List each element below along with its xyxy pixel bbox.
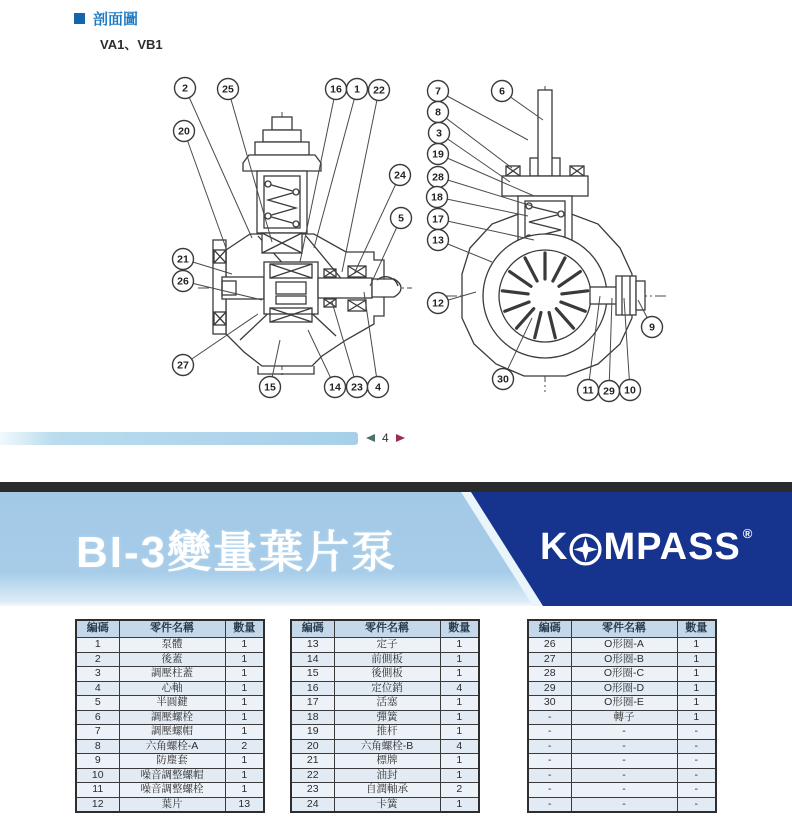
table-row xyxy=(291,783,479,798)
table-row xyxy=(76,710,264,725)
table-cell: 自潤軸承 xyxy=(334,783,440,798)
table-row xyxy=(528,696,716,711)
table-header-row xyxy=(76,620,264,638)
brand-text-mpass: MPASS xyxy=(603,526,741,568)
page-number: 4 xyxy=(382,431,389,445)
table-cell: 1 xyxy=(225,681,264,696)
table-cell: 活塞 xyxy=(334,696,440,711)
table-cell: 調壓螺帽 xyxy=(119,725,225,740)
table-cell: O形圈-C xyxy=(571,667,677,682)
cross-section-diagram xyxy=(0,55,792,430)
compass-o-icon xyxy=(569,533,602,566)
callout-number: 7 xyxy=(435,85,441,98)
column-header: 數量 xyxy=(225,620,264,638)
table-row xyxy=(76,681,264,696)
callout-number: 3 xyxy=(436,127,442,140)
callout-leader-line xyxy=(342,90,379,272)
table-cell: - xyxy=(528,768,571,783)
callout-number: 1 xyxy=(354,83,360,96)
table-row xyxy=(528,797,716,812)
table-cell: 1 xyxy=(76,638,119,653)
table-cell: - xyxy=(571,739,677,754)
table-row xyxy=(528,754,716,769)
table-row xyxy=(76,667,264,682)
callout-number: 26 xyxy=(177,275,189,288)
table-row xyxy=(528,710,716,725)
brand-text-k: K xyxy=(540,526,569,568)
table-row xyxy=(528,783,716,798)
table-cell: 1 xyxy=(440,638,479,653)
table-cell: 27 xyxy=(528,652,571,667)
table-cell: 定位銷 xyxy=(334,681,440,696)
callout-number: 29 xyxy=(603,385,615,398)
table-cell: O形圈-E xyxy=(571,696,677,711)
table-cell: 1 xyxy=(440,725,479,740)
table-cell: - xyxy=(571,797,677,812)
table-row xyxy=(291,754,479,769)
table-cell: O形圈-D xyxy=(571,681,677,696)
table-cell: 2 xyxy=(440,783,479,798)
table-cell: 推杆 xyxy=(334,725,440,740)
table-row xyxy=(291,696,479,711)
callout-number: 10 xyxy=(624,384,636,397)
callout-number: 12 xyxy=(432,297,444,310)
callout-number: 24 xyxy=(394,169,406,182)
table-cell: 泵體 xyxy=(119,638,225,653)
table-cell: 1 xyxy=(225,638,264,653)
table-cell: 13 xyxy=(225,797,264,812)
table-cell: 2 xyxy=(76,652,119,667)
kompass-logo xyxy=(540,526,754,569)
table-cell: - xyxy=(677,739,716,754)
callout-number: 27 xyxy=(177,359,189,372)
table-row xyxy=(528,652,716,667)
table-cell: 10 xyxy=(76,768,119,783)
column-header: 數量 xyxy=(440,620,479,638)
callout-number: 11 xyxy=(582,384,594,397)
table-row xyxy=(291,710,479,725)
left-pump-section xyxy=(198,112,412,378)
table-cell: 1 xyxy=(225,652,264,667)
table-cell: 1 xyxy=(440,696,479,711)
table-cell: 1 xyxy=(677,652,716,667)
callout-leader-line xyxy=(439,133,510,182)
table-cell: 定子 xyxy=(334,638,440,653)
table-row xyxy=(76,652,264,667)
table-row xyxy=(76,797,264,812)
table-row xyxy=(528,725,716,740)
callout-leader-line xyxy=(184,131,226,248)
column-header: 零件名稱 xyxy=(571,620,677,638)
table-cell: 23 xyxy=(291,783,334,798)
table-cell: 1 xyxy=(677,710,716,725)
table-cell: - xyxy=(571,768,677,783)
table-cell: 調壓螺栓 xyxy=(119,710,225,725)
table-cell: 11 xyxy=(76,783,119,798)
table-cell: 19 xyxy=(291,725,334,740)
table-row xyxy=(291,681,479,696)
table-cell: 轉子 xyxy=(571,710,677,725)
table-cell: 17 xyxy=(291,696,334,711)
table-row xyxy=(76,739,264,754)
table-cell: 4 xyxy=(440,681,479,696)
table-cell: 1 xyxy=(225,710,264,725)
callout-number: 16 xyxy=(330,83,342,96)
table-cell: 標牌 xyxy=(334,754,440,769)
column-header: 零件名稱 xyxy=(334,620,440,638)
callout-number: 19 xyxy=(432,148,444,161)
table-cell: 8 xyxy=(76,739,119,754)
callout-number: 20 xyxy=(178,125,190,138)
table-cell: 28 xyxy=(528,667,571,682)
section-title: 剖面圖 xyxy=(93,11,139,28)
table-cell: 21 xyxy=(291,754,334,769)
table-row xyxy=(76,638,264,653)
table-row xyxy=(291,667,479,682)
table-cell: 1 xyxy=(677,638,716,653)
column-header: 編碼 xyxy=(528,620,571,638)
product-banner xyxy=(0,492,792,606)
table-cell: 1 xyxy=(677,667,716,682)
table-cell: - xyxy=(528,783,571,798)
table-row xyxy=(76,696,264,711)
pager xyxy=(366,430,405,446)
callout-leader-line xyxy=(438,91,528,140)
table-cell: 調壓柱蓋 xyxy=(119,667,225,682)
parts-table-2 xyxy=(290,619,480,813)
table-row xyxy=(76,783,264,798)
section-bullet-icon xyxy=(74,13,85,24)
next-page-icon[interactable] xyxy=(396,434,405,442)
table-cell: O形圈-B xyxy=(571,652,677,667)
callout-number: 4 xyxy=(375,381,381,394)
table-row xyxy=(76,725,264,740)
table-cell: 1 xyxy=(677,696,716,711)
callout-number: 13 xyxy=(432,234,444,247)
table-row xyxy=(528,681,716,696)
registered-mark: ® xyxy=(742,526,754,541)
table-cell: 前側板 xyxy=(334,652,440,667)
table-cell: 2 xyxy=(225,739,264,754)
column-header: 數量 xyxy=(677,620,716,638)
callout-number: 30 xyxy=(497,373,509,386)
table-row xyxy=(291,725,479,740)
table-cell: 卡簧 xyxy=(334,797,440,812)
table-cell: 20 xyxy=(291,739,334,754)
table-cell: 1 xyxy=(225,768,264,783)
table-row xyxy=(291,652,479,667)
callout-number: 6 xyxy=(499,85,505,98)
table-cell: 4 xyxy=(76,681,119,696)
table-cell: - xyxy=(571,754,677,769)
table-cell: 1 xyxy=(440,768,479,783)
table-cell: 噪音調整螺帽 xyxy=(119,768,225,783)
table-cell: 18 xyxy=(291,710,334,725)
table-cell: 9 xyxy=(76,754,119,769)
table-cell: - xyxy=(677,725,716,740)
parts-table-3 xyxy=(527,619,717,813)
callout-number: 2 xyxy=(182,82,188,95)
table-row xyxy=(291,768,479,783)
table-cell: 1 xyxy=(225,754,264,769)
model-subtitle: VA1、VB1 xyxy=(100,37,163,52)
table-cell: 13 xyxy=(291,638,334,653)
table-header-row xyxy=(291,620,479,638)
table-cell: 油封 xyxy=(334,768,440,783)
table-cell: 22 xyxy=(291,768,334,783)
table-cell: 葉片 xyxy=(119,797,225,812)
table-cell: 半圓鍵 xyxy=(119,696,225,711)
pager-bar xyxy=(0,432,358,445)
table-cell: 1 xyxy=(225,696,264,711)
table-cell: - xyxy=(677,783,716,798)
table-cell: 1 xyxy=(225,725,264,740)
table-row xyxy=(528,667,716,682)
table-cell: 後蓋 xyxy=(119,652,225,667)
table-cell: - xyxy=(677,754,716,769)
table-cell: - xyxy=(571,783,677,798)
table-cell: 15 xyxy=(291,667,334,682)
table-cell: 六角螺栓-A xyxy=(119,739,225,754)
callout-number: 17 xyxy=(432,213,444,226)
table-cell: 5 xyxy=(76,696,119,711)
table-row xyxy=(76,754,264,769)
table-row xyxy=(291,739,479,754)
callout-number: 25 xyxy=(222,83,234,96)
table-cell: 噪音調整螺栓 xyxy=(119,783,225,798)
table-cell: 1 xyxy=(440,652,479,667)
table-cell: - xyxy=(528,797,571,812)
table-cell: 1 xyxy=(225,783,264,798)
table-cell: 4 xyxy=(440,739,479,754)
table-cell: 12 xyxy=(76,797,119,812)
product-title: BI-3變量葉片泵 xyxy=(76,528,398,577)
callout-number: 22 xyxy=(373,84,385,97)
table-cell: 6 xyxy=(76,710,119,725)
table-row xyxy=(76,768,264,783)
table-header-row xyxy=(528,620,716,638)
callout-number: 23 xyxy=(351,381,363,394)
table-cell: 1 xyxy=(440,754,479,769)
column-header: 零件名稱 xyxy=(119,620,225,638)
prev-page-icon[interactable] xyxy=(366,434,375,442)
table-cell: - xyxy=(528,739,571,754)
table-cell: 1 xyxy=(440,797,479,812)
callout-number: 9 xyxy=(649,321,655,334)
table-cell: - xyxy=(528,725,571,740)
table-cell: 3 xyxy=(76,667,119,682)
table-cell: 24 xyxy=(291,797,334,812)
callout-number: 28 xyxy=(432,171,444,184)
table-row xyxy=(291,638,479,653)
table-cell: 26 xyxy=(528,638,571,653)
table-cell: 30 xyxy=(528,696,571,711)
callout-leader-line xyxy=(437,197,528,216)
divider-bar xyxy=(0,482,792,492)
table-cell: 防塵套 xyxy=(119,754,225,769)
table-row xyxy=(528,768,716,783)
table-cell: - xyxy=(571,725,677,740)
table-cell: 14 xyxy=(291,652,334,667)
callout-number: 14 xyxy=(329,381,341,394)
table-cell: 16 xyxy=(291,681,334,696)
callout-number: 15 xyxy=(264,381,276,394)
table-cell: 後側板 xyxy=(334,667,440,682)
table-row xyxy=(528,638,716,653)
callout-number: 5 xyxy=(398,212,404,225)
callout-number: 21 xyxy=(177,253,189,266)
table-cell: 1 xyxy=(225,667,264,682)
table-cell: 7 xyxy=(76,725,119,740)
table-cell: 29 xyxy=(528,681,571,696)
table-cell: - xyxy=(528,710,571,725)
parts-table-1 xyxy=(75,619,265,813)
table-cell: - xyxy=(528,754,571,769)
table-cell: 六角螺栓-B xyxy=(334,739,440,754)
table-cell: 彈簧 xyxy=(334,710,440,725)
table-cell: - xyxy=(677,768,716,783)
table-cell: O形圈-A xyxy=(571,638,677,653)
right-pump-section xyxy=(446,86,668,392)
table-cell: 1 xyxy=(440,710,479,725)
table-row xyxy=(291,797,479,812)
column-header: 編碼 xyxy=(76,620,119,638)
table-cell: - xyxy=(677,797,716,812)
table-cell: 1 xyxy=(440,667,479,682)
callout-number: 8 xyxy=(435,106,441,119)
table-cell: 心軸 xyxy=(119,681,225,696)
table-row xyxy=(528,739,716,754)
table-cell: 1 xyxy=(677,681,716,696)
callout-number: 18 xyxy=(431,191,443,204)
column-header: 編碼 xyxy=(291,620,334,638)
